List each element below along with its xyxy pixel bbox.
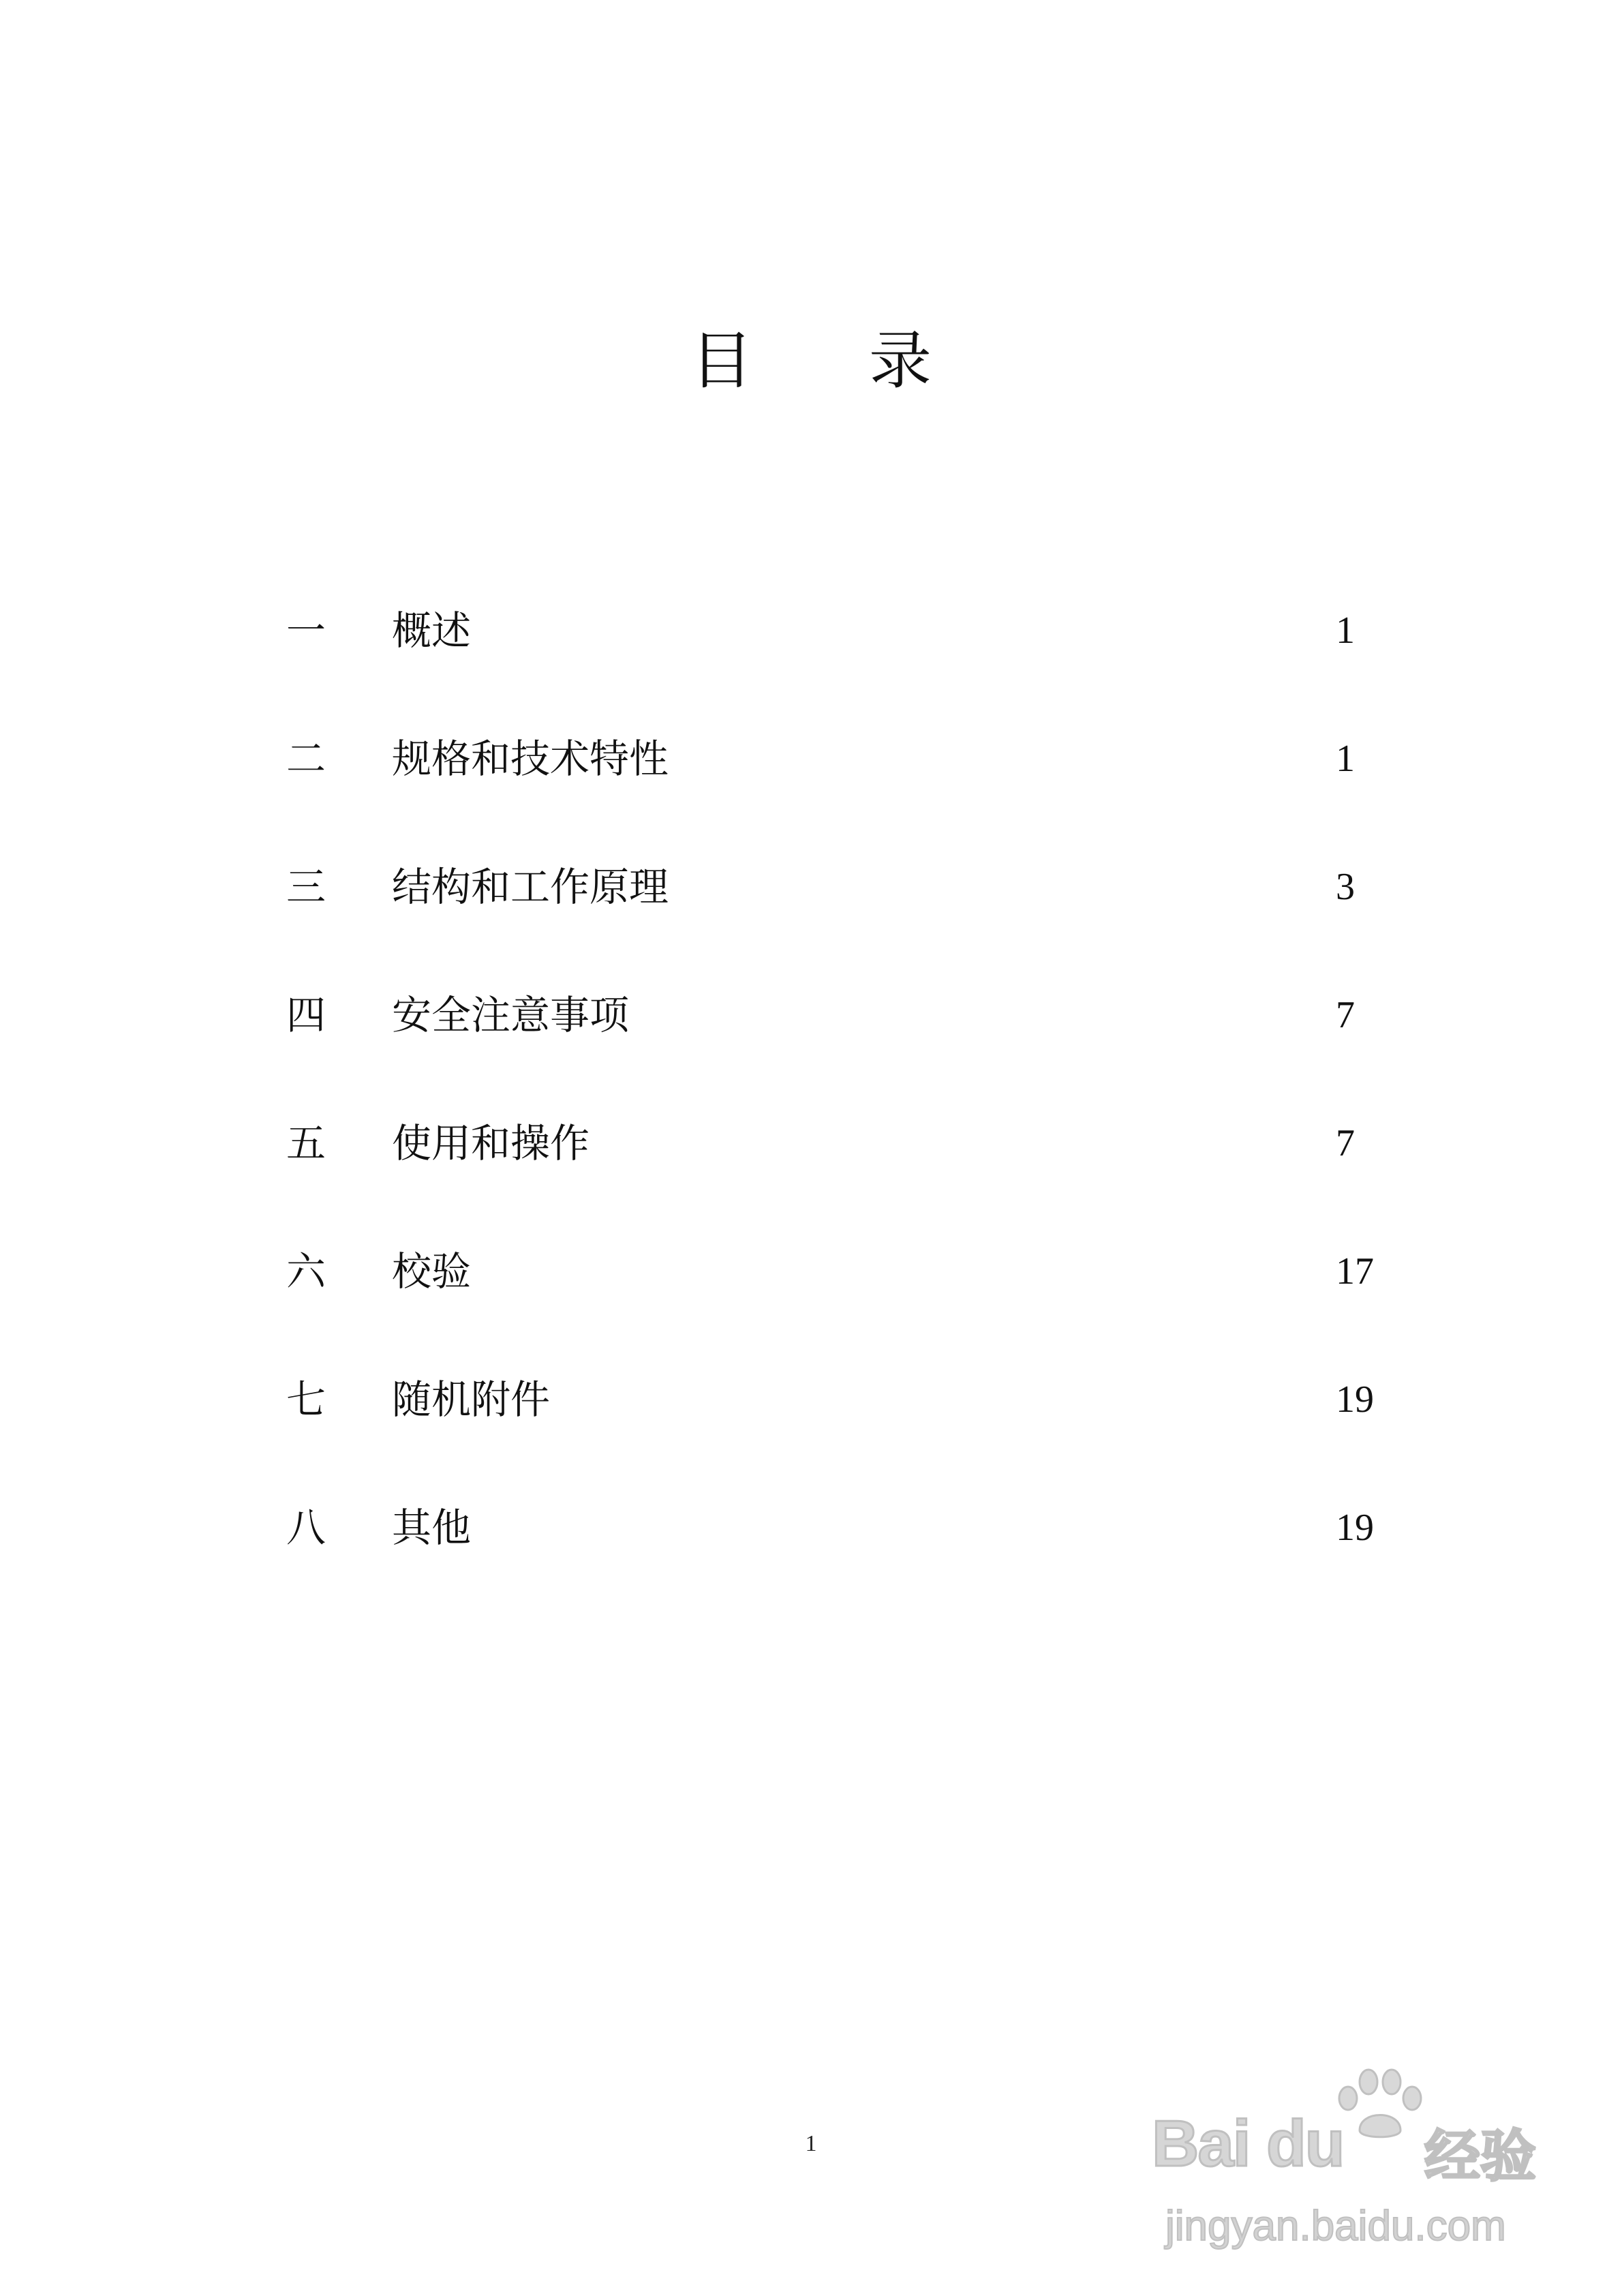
toc-page-number: 19	[1336, 1378, 1374, 1421]
toc-label: 结构和工作原理	[392, 864, 669, 910]
toc-number: 一	[286, 607, 326, 654]
toc-number: 二	[286, 736, 326, 782]
toc-entry[interactable]	[286, 735, 1390, 863]
toc-label: 校验	[392, 1248, 472, 1295]
toc-number: 七	[286, 1376, 326, 1423]
toc-page-number: 3	[1336, 866, 1355, 908]
toc-number: 六	[286, 1248, 326, 1295]
toc-entry[interactable]	[286, 1119, 1390, 1248]
toc-label: 概述	[392, 607, 472, 654]
page-title	[0, 320, 1622, 402]
toc-page-number: 1	[1336, 609, 1355, 652]
toc-entry[interactable]	[286, 607, 1390, 735]
watermark-logo: Bai du	[1152, 2107, 1344, 2180]
toc-entry[interactable]	[286, 1504, 1390, 1632]
toc-label: 随机附件	[392, 1376, 551, 1423]
toc-label: 使用和操作	[392, 1120, 590, 1166]
toc-label: 安全注意事项	[392, 992, 630, 1038]
toc-number: 五	[286, 1120, 326, 1166]
toc-number: 八	[286, 1505, 326, 1551]
toc-page-number: 7	[1336, 994, 1355, 1036]
toc-page-number: 1	[1336, 738, 1355, 780]
toc-page-number: 7	[1336, 1122, 1355, 1164]
toc-label: 其他	[392, 1505, 472, 1551]
title-char-2: 录	[869, 324, 932, 397]
watermark-brand: 经验	[1424, 2124, 1537, 2189]
toc-entry[interactable]	[286, 991, 1390, 1119]
toc-number: 四	[286, 992, 326, 1038]
paw-icon	[1329, 2066, 1431, 2141]
toc-entry[interactable]	[286, 863, 1390, 991]
watermark-url: jingyan.baidu.com	[1165, 2203, 1506, 2250]
toc-label: 规格和技术特性	[392, 736, 669, 782]
title-char-1: 目	[690, 324, 753, 397]
toc-number: 三	[286, 864, 326, 910]
toc-page-number: 19	[1336, 1507, 1374, 1549]
table-of-contents	[286, 607, 1390, 1632]
toc-entry[interactable]	[286, 1376, 1390, 1504]
toc-page-number: 17	[1336, 1250, 1374, 1293]
page-number: 1	[805, 2131, 817, 2156]
toc-entry[interactable]	[286, 1248, 1390, 1376]
watermark	[1152, 2066, 1561, 2270]
